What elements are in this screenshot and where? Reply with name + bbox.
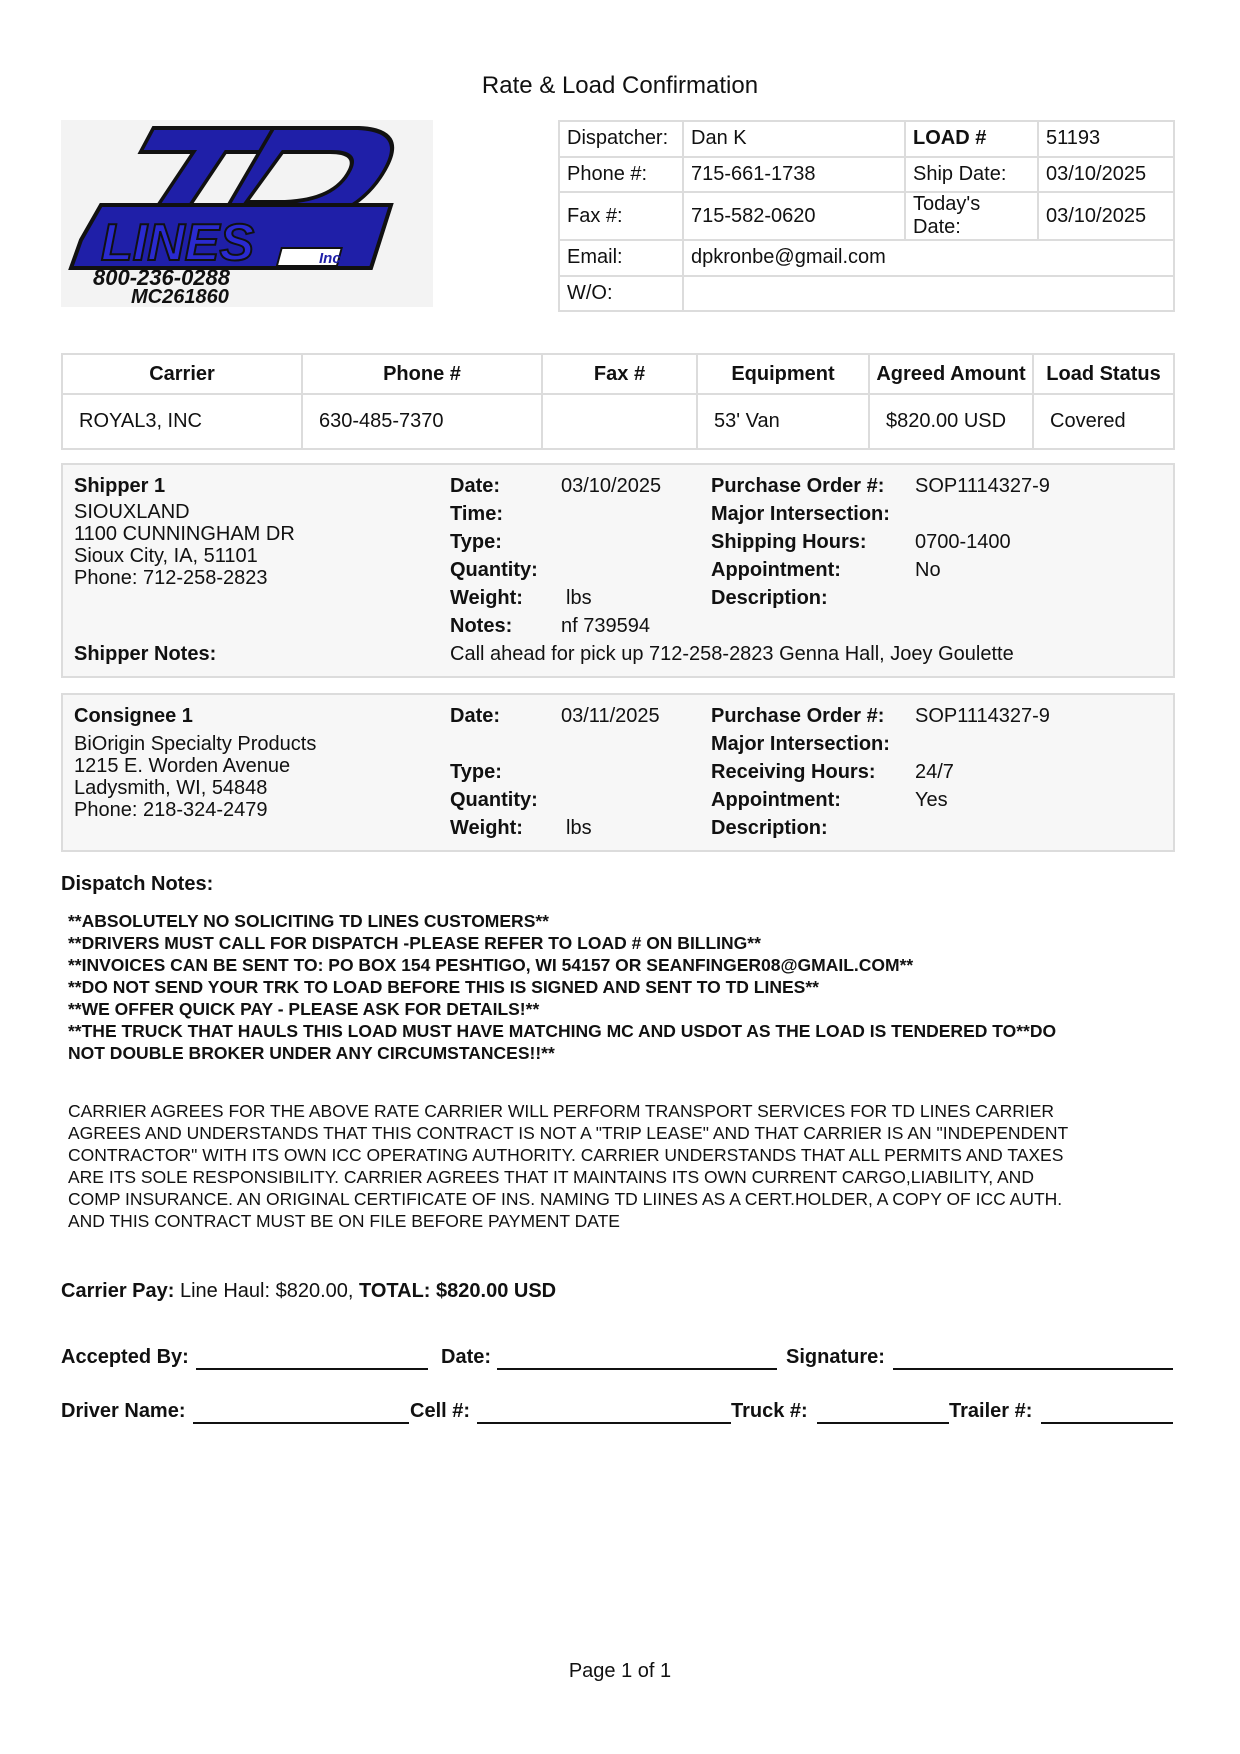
dispatch-note-line: **THE TRUCK THAT HAULS THIS LOAD MUST HAVE MATCHING MC AND USDOT AS THE LOAD IS TENDERED TO**DO [68,1021,1057,1041]
page-number: Page 1 of 1 [568,1660,672,1682]
truck-label: Truck #: [731,1400,808,1422]
shipper-major-intersection-label: Major Intersection: [711,503,890,525]
shipper-type-label: Type: [450,531,502,553]
consignee-date-value: 03/11/2025 [561,705,660,727]
logo-mc-text: MC261860 [131,286,229,307]
trailer-field[interactable] [1041,1400,1173,1424]
consignee-address-line2: Ladysmith, WI, 54848 [74,777,268,799]
shipper-po-label: Purchase Order #: [711,475,885,497]
consignee-weight-label: Weight: [450,817,523,839]
consignee-heading: Consignee 1 [74,705,193,727]
carrier-pay-label: Carrier Pay: [61,1280,175,1302]
shipper-name: SIOUXLAND [74,501,190,523]
shipper-phone: Phone: 712-258-2823 [74,567,268,589]
signature-label: Signature: [786,1346,885,1368]
shipper-appointment-value: No [915,559,941,581]
load-status-cell: Covered [1033,394,1174,449]
dispatch-note-line: **DRIVERS MUST CALL FOR DISPATCH -PLEASE REFER TO LOAD # ON BILLING** [68,933,761,953]
terms-line: CARRIER AGREES FOR THE ABOVE RATE CARRIER WILL PERFORM TRANSPORT SERVICES FOR TD LINES CARRIER [68,1101,1055,1121]
logo-phone-text: 800-236-0288 [93,265,231,290]
shipper-section [61,463,1175,678]
date-field[interactable] [497,1346,777,1370]
shipper-date-label: Date: [450,475,501,497]
dispatch-notes [68,910,1178,1064]
shipping-hours-label: Shipping Hours: [711,531,867,553]
cell-field[interactable] [477,1400,731,1424]
dispatcher-label: Dispatcher: [559,121,683,157]
fax-value: 715-582-0620 [683,192,905,240]
ship-date-label: Ship Date: [905,157,1038,193]
consignee-major-intersection-label: Major Intersection: [711,733,890,755]
consignee-date-label: Date: [450,705,501,727]
receiving-hours-value: 24/7 [915,761,954,783]
consignee-type-label: Type: [450,761,502,783]
shipper-weight-label: Weight: [450,587,523,609]
shipper-address-line1: 1100 CUNNINGHAM DR [74,523,295,545]
terms-line: ARE ITS SOLE RESPONSIBILITY. CARRIER AGREES THAT IT MAINTAINS ITS OWN CURRENT CARGO,LIABILITY, AND [68,1167,1034,1187]
phone-value: 715-661-1738 [683,157,905,193]
line-haul-amount: Line Haul: $820.00, [174,1280,359,1302]
load-number-value: 51193 [1038,121,1174,157]
phone-label: Phone #: [559,157,683,193]
shipper-quantity-label: Quantity: [450,559,538,581]
dispatch-note-line: **WE OFFER QUICK PAY - PLEASE ASK FOR DETAILS!** [68,999,540,1019]
consignee-weight-unit: lbs [566,817,592,839]
shipper-address-line2: Sioux City, IA, 51101 [74,545,258,567]
consignee-appointment-label: Appointment: [711,789,841,811]
consignee-name: BiOrigin Specialty Products [74,733,317,755]
driver-name-label: Driver Name: [61,1400,186,1422]
shipper-po-value: SOP1114327-9 [915,475,1050,497]
wo-label: W/O: [559,276,683,312]
terms-line: AGREES AND UNDERSTANDS THAT THIS CONTRACT IS NOT A "TRIP LEASE" AND THAT CARRIER IS AN "INDEPENDENT [68,1123,1069,1143]
email-label: Email: [559,240,683,276]
load-number-label: LOAD # [905,121,1038,157]
company-logo [61,120,433,307]
shipper-time-label: Time: [450,503,503,525]
shipper-weight-unit: lbs [566,587,592,609]
accepted-by-field[interactable] [196,1346,428,1370]
page-title: Rate & Load Confirmation [481,72,759,99]
truck-field[interactable] [817,1400,949,1424]
wo-value [683,276,1174,312]
driver-name-field[interactable] [193,1400,409,1424]
agreed-amount-cell: $820.00 USD [869,394,1033,449]
shipper-notes-value: nf 739594 [561,615,650,637]
carrier-phone-cell: 630-485-7370 [302,394,542,449]
fax-label: Fax #: [559,192,683,240]
consignee-address-line1: 1215 E. Worden Avenue [74,755,291,777]
logo-inc-text: Inc. [319,250,345,267]
shipper-date-value: 03/10/2025 [561,475,662,497]
consignee-po-label: Purchase Order #: [711,705,885,727]
terms-line: CONTRACTOR" WITH ITS OWN ICC OPERATING AUTHORITY. CARRIER UNDERSTANDS THAT ALL PERMITS AND TAXES [68,1145,1064,1165]
receiving-hours-label: Receiving Hours: [711,761,876,783]
cell-label: Cell #: [410,1400,471,1422]
todays-date-label: Today's Date: [905,192,1038,240]
trailer-label: Trailer #: [949,1400,1033,1422]
consignee-phone: Phone: 218-324-2479 [74,799,268,821]
dispatcher-value: Dan K [683,121,905,157]
date-label: Date: [441,1346,492,1368]
phone-header: Phone # [302,354,542,394]
td-lines-logo-graphic [61,120,433,307]
consignee-appointment-value: Yes [915,789,948,811]
email-value[interactable]: dpkronbe@gmail.com [683,240,1174,276]
shipping-hours-value: 0700-1400 [915,531,1011,553]
logo-lines-text: LINES [101,214,255,272]
carrier-name-cell: ROYAL3, INC [62,394,302,449]
dispatch-note-line: **INVOICES CAN BE SENT TO: PO BOX 154 PESHTIGO, WI 54157 OR SEANFINGER08@GMAIL.COM** [68,955,914,975]
consignee-description-label: Description: [711,817,828,839]
shipper-description-label: Description: [711,587,828,609]
fax-header: Fax # [542,354,697,394]
equipment-header: Equipment [697,354,869,394]
agreed-amount-header: Agreed Amount [869,354,1033,394]
todays-date-value: 03/10/2025 [1038,192,1174,240]
carrier-fax-cell [542,394,697,449]
dispatch-note-line: **DO NOT SEND YOUR TRK TO LOAD BEFORE THIS IS SIGNED AND SENT TO TD LINES** [68,977,819,997]
carrier-header: Carrier [62,354,302,394]
shipper-notes-label: Notes: [450,615,513,637]
dispatch-note-line: NOT DOUBLE BROKER UNDER ANY CIRCUMSTANCES!!** [68,1043,555,1063]
terms-line: COMP INSURANCE. AN ORIGINAL CERTIFICATE OF INS. NAMING TD LIINES AS A CERT.HOLDER, A COPY OF ICC AUTH. [68,1189,1063,1209]
ship-date-value: 03/10/2025 [1038,157,1174,193]
shipper-notes-heading: Shipper Notes: [74,643,217,665]
carrier-pay [61,1280,556,1303]
shipper-appointment-label: Appointment: [711,559,841,581]
dispatch-note-line: **ABSOLUTELY NO SOLICITING TD LINES CUSTOMERS** [68,911,549,931]
accepted-by-label: Accepted By: [61,1346,189,1368]
consignee-quantity-label: Quantity: [450,789,538,811]
shipper-notes-text: Call ahead for pick up 712-258-2823 Genna Hall, Joey Goulette [450,643,1014,665]
dispatch-info-table [558,120,1175,312]
dispatch-notes-heading: Dispatch Notes: [61,873,214,895]
total-amount: TOTAL: $820.00 USD [359,1280,557,1302]
load-status-header: Load Status [1033,354,1174,394]
consignee-po-value: SOP1114327-9 [915,705,1050,727]
equipment-cell: 53' Van [697,394,869,449]
carrier-table [61,353,1175,450]
shipper-heading: Shipper 1 [74,475,166,497]
signature-field[interactable] [893,1346,1173,1370]
carrier-terms [68,1100,1178,1232]
terms-line: AND THIS CONTRACT MUST BE ON FILE BEFORE PAYMENT DATE [68,1211,620,1231]
consignee-section [61,693,1175,852]
